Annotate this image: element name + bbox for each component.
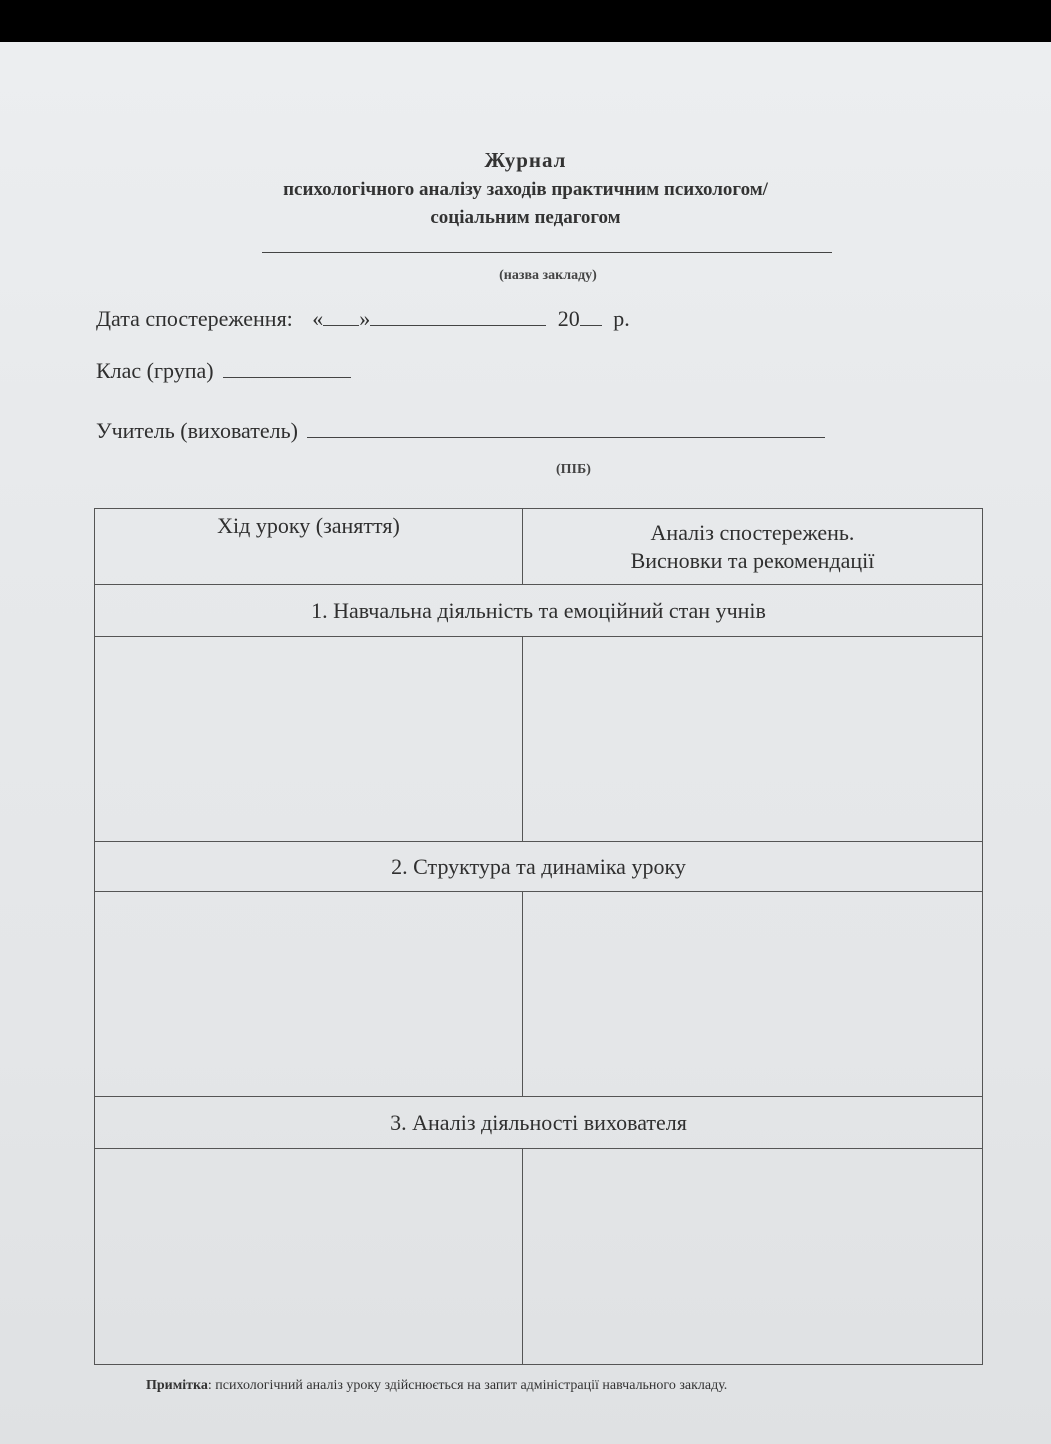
- teacher-blank[interactable]: [307, 419, 825, 438]
- header-cell-analysis: [523, 509, 983, 585]
- entry-row-2: [95, 892, 983, 1097]
- document-title: Журнал: [484, 148, 567, 172]
- month-blank[interactable]: [370, 307, 546, 326]
- date-field: [96, 306, 630, 332]
- table-header-row: [95, 509, 983, 585]
- date-label: Дата спостереження:: [96, 306, 293, 331]
- class-label: Клас (група): [96, 358, 214, 383]
- section-title-2: 2. Структура та динаміка уроку: [95, 842, 983, 892]
- entry-row-1: [95, 637, 983, 842]
- entry-cell-lesson-1[interactable]: [95, 637, 523, 842]
- teacher-label: Учитель (вихователь): [96, 418, 298, 443]
- entry-cell-analysis-2[interactable]: [523, 892, 983, 1097]
- observation-table: [94, 508, 983, 1365]
- entry-cell-analysis-1[interactable]: [523, 637, 983, 842]
- date-open-quote: «: [312, 306, 324, 331]
- section-title-3: 3. Аналіз діяльності вихователя: [95, 1097, 983, 1149]
- document-subtitle-line1: психологічного аналізу заходів практичним психологом/: [283, 179, 768, 200]
- entry-cell-lesson-2[interactable]: [95, 892, 523, 1097]
- year-blank[interactable]: [580, 307, 602, 326]
- footnote-label: Примітка: [146, 1378, 208, 1393]
- footnote-text: : психологічний аналіз уроку здійснюється на запит адміністрації навчального закладу.: [207, 1378, 728, 1393]
- header-analysis-line1: Аналіз спостережень.: [650, 519, 855, 545]
- institution-blank-line[interactable]: [262, 252, 832, 253]
- day-blank[interactable]: [323, 307, 359, 326]
- section-row-1: [95, 585, 983, 637]
- document-subtitle-line2: соціальним педагогом: [430, 207, 621, 228]
- section-title-1: 1. Навчальна діяльність та емоційний стан учнів: [95, 585, 983, 637]
- year-prefix: 20: [557, 306, 580, 331]
- header-lesson-course-label: Хід уроку (заняття): [217, 513, 400, 538]
- header-cell-lesson-course: [95, 509, 523, 585]
- header-analysis-line2: Висновки та рекомендації: [630, 547, 875, 573]
- institution-caption: (назва закладу): [499, 268, 597, 283]
- footnote: [146, 1378, 727, 1394]
- document-page: [0, 42, 1051, 1444]
- entry-cell-analysis-3[interactable]: [523, 1149, 983, 1365]
- entry-cell-lesson-3[interactable]: [95, 1149, 523, 1365]
- date-close-quote: »: [359, 306, 371, 331]
- title-block: [0, 148, 1051, 229]
- teacher-caption: (ПІБ): [556, 462, 591, 477]
- class-field: [96, 358, 351, 384]
- section-row-2: [95, 842, 983, 892]
- teacher-field: [96, 418, 825, 444]
- class-blank[interactable]: [223, 359, 351, 378]
- year-suffix: р.: [613, 306, 630, 331]
- entry-row-3: [95, 1149, 983, 1365]
- section-row-3: [95, 1097, 983, 1149]
